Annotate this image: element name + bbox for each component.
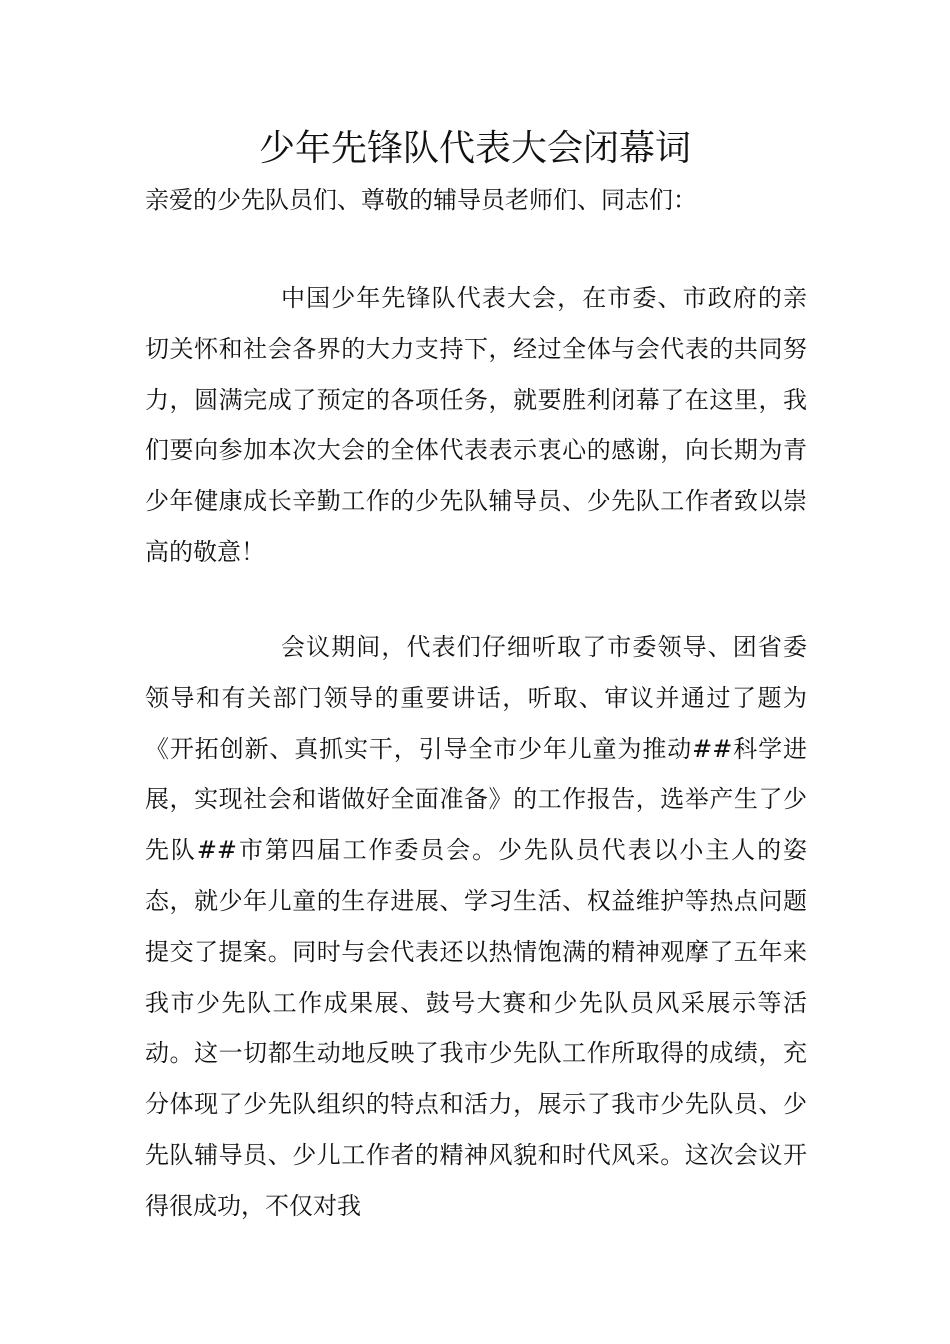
document-title: 少年先锋队代表大会闭幕词 bbox=[258, 128, 691, 169]
paragraph-2: 会议期间，代表们仔细听取了市委领导、团省委领导和有关部门领导的重要讲话，听取、审议并通过了题为《开拓创新、真抓实干，引导全市少年儿童为推动##科学进展，实现社会和谐做好全面准备》的工作报告，选举产生了少先队##市第四届工作委员会。少先队员代表以小主人的姿态，就少年儿童的生存进展、学习生活、权益维护等热点问题提交了提案。同时与会代表还以热情饱满的精神观摩了五年来我市少先队工作成果展、鼓号大赛和少先队员风采展示等活动。这一切都生动地反映了我市少先队工作所取得的成绩，充分体现了少先队组织的特点和活力，展示了我市少先队员、少先队辅导员、少儿工作者的精神风貌和时代风采。这次会议开得很成功，不仅对我 bbox=[145, 633, 807, 1220]
salutation: 亲爱的少先队员们、尊敬的辅导员老师们、同志们： bbox=[145, 186, 697, 214]
paragraph-1: 中国少年先锋队代表大会，在市委、市政府的亲切关怀和社会各界的大力支持下，经过全体与会代表的共同努力，圆满完成了预定的各项任务，就要胜利闭幕了在这里，我们要向参加本次大会的全体代表表示衷心的感谢，向长期为青少年健康成长辛勤工作的少先队辅导员、少先队工作者致以崇高的敬意！ bbox=[145, 284, 807, 566]
